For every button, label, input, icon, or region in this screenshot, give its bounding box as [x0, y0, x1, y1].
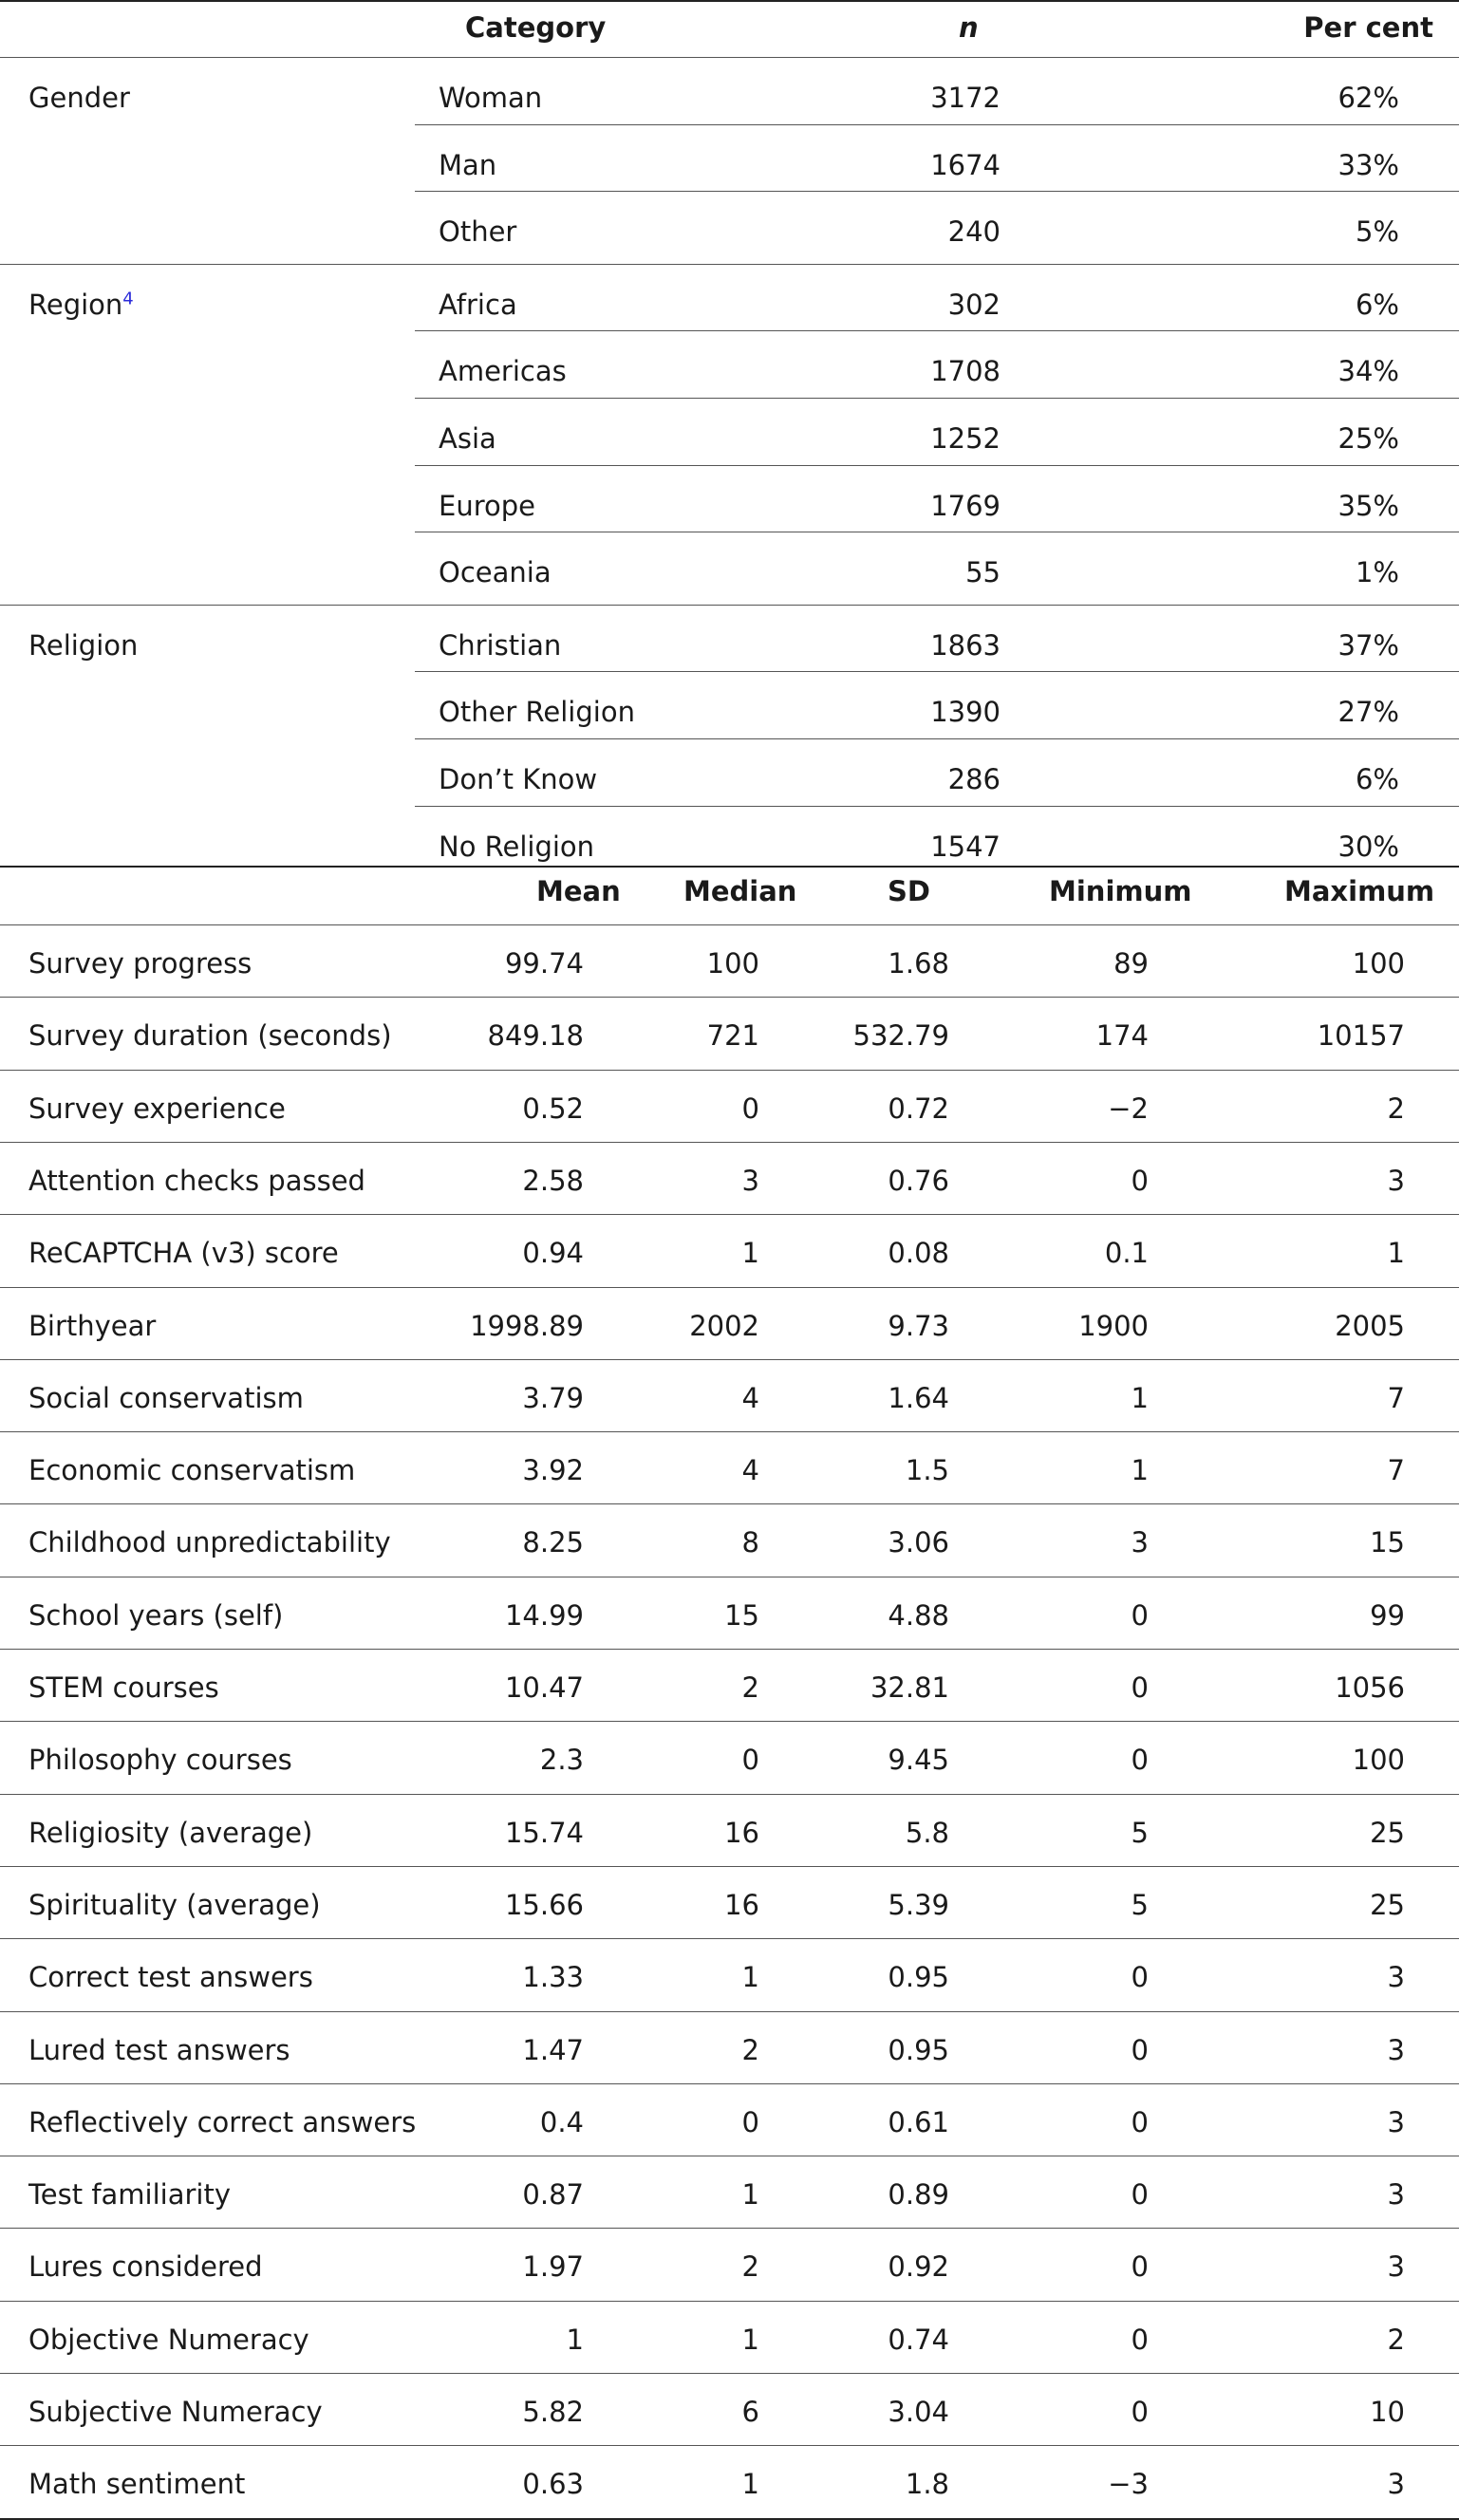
sd-cell: 32.81	[870, 1671, 949, 1704]
sd-cell: 532.79	[852, 1019, 949, 1053]
n-cell: 302	[947, 288, 1001, 321]
maximum-cell: 10	[1370, 2396, 1405, 2428]
mean-cell: 1.33	[522, 1961, 584, 1994]
maximum-cell: 3	[1387, 2105, 1405, 2138]
mean-cell: 1998.89	[470, 1309, 584, 1342]
sd-cell: 0.76	[888, 1164, 949, 1197]
maximum-cell: 7	[1387, 1454, 1405, 1487]
maximum-cell: 1056	[1335, 1671, 1405, 1704]
row-divider	[0, 1794, 1459, 1795]
row-divider	[0, 2083, 1459, 2084]
median-cell: 2002	[689, 1309, 759, 1342]
maximum-cell: 3	[1387, 2178, 1405, 2212]
stat-label: ReCAPTCHA (v3) score	[28, 1237, 339, 1270]
mean-cell: 1.97	[522, 2250, 584, 2284]
sd-cell: 1.64	[888, 1381, 949, 1414]
percent-cell: 1%	[1355, 556, 1399, 589]
sd-cell: 0.95	[888, 2033, 949, 2066]
maximum-cell: 25	[1370, 1816, 1405, 1849]
demographics-table	[0, 0, 1459, 866]
group-label: Region$^4$	[28, 288, 134, 321]
median-cell: 6	[741, 2396, 759, 2428]
row-divider	[415, 806, 1459, 807]
minimum-cell: 0	[1131, 1164, 1149, 1197]
maximum-cell: 2	[1387, 2323, 1405, 2356]
median-cell: 0	[741, 1092, 759, 1125]
row-divider	[415, 330, 1459, 331]
category-cell: Africa	[439, 288, 517, 321]
maximum-cell: 15	[1370, 1526, 1405, 1559]
mean-cell: 3.92	[522, 1454, 584, 1487]
median-cell: 1	[741, 1961, 759, 1994]
median-cell: 4	[741, 1454, 759, 1487]
median-cell: 2	[741, 2250, 759, 2284]
row-divider	[0, 1287, 1459, 1288]
median-cell: 16	[724, 1888, 759, 1921]
sd-cell: 4.88	[888, 1598, 949, 1632]
percent-cell: 62%	[1337, 82, 1399, 114]
category-cell: Americas	[439, 355, 567, 388]
header-median: Median	[683, 875, 797, 907]
minimum-cell: 1	[1131, 1381, 1149, 1414]
row-divider	[415, 191, 1459, 192]
stat-label: Philosophy courses	[28, 1744, 292, 1777]
sd-cell: 9.45	[888, 1744, 949, 1777]
row-divider	[0, 1503, 1459, 1504]
mean-cell: 0.63	[522, 2468, 584, 2501]
category-cell: Don’t Know	[439, 763, 598, 795]
mean-cell: 14.99	[504, 1598, 584, 1632]
stat-label: Birthyear	[28, 1309, 157, 1342]
category-cell: No Religion	[439, 830, 595, 863]
median-cell: 3	[741, 1164, 759, 1197]
sd-cell: 1.8	[905, 2468, 949, 2501]
percent-cell: 30%	[1337, 830, 1399, 863]
median-cell: 2	[741, 2033, 759, 2066]
mean-cell: 0.4	[539, 2105, 584, 2138]
median-cell: 100	[706, 947, 759, 980]
maximum-cell: 3	[1387, 2250, 1405, 2284]
mean-cell: 10.47	[504, 1671, 584, 1704]
stat-label: Objective Numeracy	[28, 2323, 309, 2356]
maximum-cell: 99	[1370, 1598, 1405, 1632]
row-divider	[0, 1142, 1459, 1143]
mean-cell: 2.58	[522, 1164, 584, 1197]
row-divider	[0, 997, 1459, 998]
mean-cell: 0.52	[522, 1092, 584, 1125]
group-label: Religion	[28, 628, 139, 662]
sd-cell: 0.74	[888, 2323, 949, 2356]
median-cell: 1	[741, 2468, 759, 2501]
median-cell: 1	[741, 2178, 759, 2212]
row-divider	[0, 2011, 1459, 2012]
sd-cell: 0.72	[888, 1092, 949, 1125]
minimum-cell: 0	[1131, 2396, 1149, 2428]
stat-label: Childhood unpredictability	[28, 1526, 391, 1559]
header-percent: Per cent	[1303, 11, 1433, 44]
n-cell: 55	[965, 556, 1001, 589]
maximum-cell: 3	[1387, 2468, 1405, 2501]
stat-label: Reflectively correct answers	[28, 2105, 417, 2138]
median-cell: 1	[741, 1237, 759, 1270]
minimum-cell: 0	[1131, 2105, 1149, 2138]
mean-cell: 99.74	[504, 947, 584, 980]
minimum-cell: −2	[1108, 1092, 1149, 1125]
maximum-cell: 2	[1387, 1092, 1405, 1125]
n-cell: 1390	[930, 696, 1001, 729]
row-divider	[415, 398, 1459, 399]
row-divider	[0, 1431, 1459, 1432]
median-cell: 16	[724, 1816, 759, 1849]
percent-cell: 35%	[1337, 489, 1399, 522]
minimum-cell: 1900	[1078, 1309, 1149, 1342]
mean-cell: 0.87	[522, 2178, 584, 2212]
row-divider	[0, 2301, 1459, 2302]
stat-label: Social conservatism	[28, 1381, 304, 1414]
n-cell: 240	[947, 215, 1001, 249]
percent-cell: 34%	[1337, 355, 1399, 388]
maximum-cell: 2005	[1335, 1309, 1405, 1342]
n-cell: 1674	[930, 148, 1001, 181]
maximum-cell: 100	[1352, 947, 1405, 980]
stat-label: Spirituality (average)	[28, 1888, 321, 1921]
mean-cell: 849.18	[487, 1019, 584, 1053]
maximum-cell: 3	[1387, 1164, 1405, 1197]
category-cell: Asia	[439, 422, 496, 455]
minimum-cell: 0.1	[1104, 1237, 1149, 1270]
n-cell: 1863	[930, 628, 1001, 662]
mean-cell: 15.74	[504, 1816, 584, 1849]
footnote-marker: 4	[122, 289, 134, 309]
row-divider	[0, 1721, 1459, 1722]
sd-cell: 3.04	[888, 2396, 949, 2428]
header-maximum: Maximum	[1284, 875, 1435, 907]
percent-cell: 25%	[1337, 422, 1399, 455]
median-cell: 721	[706, 1019, 759, 1053]
sd-cell: 0.61	[888, 2105, 949, 2138]
maximum-cell: 10157	[1317, 1019, 1405, 1053]
minimum-cell: 0	[1131, 1961, 1149, 1994]
stat-label: Lured test answers	[28, 2033, 290, 2066]
median-cell: 0	[741, 2105, 759, 2138]
mean-cell: 1.47	[522, 2033, 584, 2066]
row-divider	[0, 1866, 1459, 1867]
stat-label: Economic conservatism	[28, 1454, 356, 1487]
stat-label: STEM courses	[28, 1671, 219, 1704]
minimum-cell: 1	[1131, 1454, 1149, 1487]
minimum-cell: 0	[1131, 2178, 1149, 2212]
row-divider	[0, 1938, 1459, 1939]
sd-cell: 9.73	[888, 1309, 949, 1342]
stat-label: Subjective Numeracy	[28, 2396, 323, 2428]
mean-cell: 15.66	[504, 1888, 584, 1921]
header-minimum: Minimum	[1049, 875, 1192, 907]
stat-label: Survey progress	[28, 947, 253, 980]
median-cell: 15	[724, 1598, 759, 1632]
row-divider	[0, 605, 1459, 606]
row-divider	[0, 2228, 1459, 2229]
category-cell: Woman	[439, 82, 543, 114]
row-divider	[0, 866, 1459, 868]
median-cell: 1	[741, 2323, 759, 2356]
minimum-cell: 174	[1095, 1019, 1149, 1053]
maximum-cell: 3	[1387, 1961, 1405, 1994]
minimum-cell: 0	[1131, 2250, 1149, 2284]
stat-label: Correct test answers	[28, 1961, 313, 1994]
stat-label: Religiosity (average)	[28, 1816, 313, 1849]
row-divider	[0, 2445, 1459, 2446]
minimum-cell: 0	[1131, 1744, 1149, 1777]
stat-label: Survey experience	[28, 1092, 286, 1125]
row-divider	[0, 2518, 1459, 2520]
row-divider	[0, 57, 1459, 58]
sd-cell: 1.5	[905, 1454, 949, 1487]
category-cell: Oceania	[439, 556, 552, 589]
stat-label: Survey duration (seconds)	[28, 1019, 392, 1053]
n-cell: 1252	[930, 422, 1001, 455]
stat-label: Lures considered	[28, 2250, 263, 2284]
mean-cell: 3.79	[522, 1381, 584, 1414]
sd-cell: 0.08	[888, 1237, 949, 1270]
n-cell: 1708	[930, 355, 1001, 388]
percent-cell: 37%	[1337, 628, 1399, 662]
row-divider	[415, 124, 1459, 125]
n-cell: 1547	[930, 830, 1001, 863]
row-divider	[415, 738, 1459, 739]
sd-cell: 5.39	[888, 1888, 949, 1921]
maximum-cell: 3	[1387, 2033, 1405, 2066]
percent-cell: 5%	[1355, 215, 1399, 249]
sd-cell: 1.68	[888, 947, 949, 980]
category-cell: Man	[439, 148, 497, 181]
header-category: Category	[465, 11, 607, 44]
percent-cell: 6%	[1355, 763, 1399, 795]
maximum-cell: 25	[1370, 1888, 1405, 1921]
percent-cell: 6%	[1355, 288, 1399, 321]
median-cell: 8	[741, 1526, 759, 1559]
maximum-cell: 7	[1387, 1381, 1405, 1414]
sd-cell: 0.95	[888, 1961, 949, 1994]
median-cell: 4	[741, 1381, 759, 1414]
row-divider	[0, 1070, 1459, 1071]
row-divider	[0, 1214, 1459, 1215]
stat-label: Attention checks passed	[28, 1164, 365, 1197]
n-cell: 1769	[930, 489, 1001, 522]
n-cell: 286	[947, 763, 1001, 795]
row-divider	[0, 1359, 1459, 1360]
table-header-row	[0, 0, 1459, 57]
minimum-cell: 0	[1131, 1598, 1149, 1632]
sd-cell: 3.06	[888, 1526, 949, 1559]
header-n: n	[959, 11, 979, 44]
header-sd: SD	[888, 875, 930, 907]
mean-cell: 1	[566, 2323, 584, 2356]
percent-cell: 33%	[1337, 148, 1399, 181]
minimum-cell: 5	[1131, 1888, 1149, 1921]
stat-label: Test familiarity	[28, 2178, 232, 2212]
sd-cell: 0.89	[888, 2178, 949, 2212]
minimum-cell: 0	[1131, 2033, 1149, 2066]
mean-cell: 5.82	[522, 2396, 584, 2428]
row-divider	[0, 2373, 1459, 2374]
mean-cell: 8.25	[522, 1526, 584, 1559]
minimum-cell: 5	[1131, 1816, 1149, 1849]
row-divider	[415, 465, 1459, 466]
median-cell: 0	[741, 1744, 759, 1777]
sd-cell: 0.92	[888, 2250, 949, 2284]
category-cell: Other	[439, 215, 517, 249]
row-divider	[0, 924, 1459, 925]
row-divider	[0, 264, 1459, 265]
percent-cell: 27%	[1337, 696, 1399, 729]
category-cell: Christian	[439, 628, 562, 662]
category-cell: Other Religion	[439, 696, 635, 729]
row-divider	[0, 1649, 1459, 1650]
median-cell: 2	[741, 1671, 759, 1704]
row-divider	[415, 671, 1459, 672]
stat-label: School years (self)	[28, 1598, 284, 1632]
minimum-cell: −3	[1108, 2468, 1149, 2501]
n-cell: 3172	[930, 82, 1001, 114]
group-label: Gender	[28, 82, 130, 114]
minimum-cell: 0	[1131, 1671, 1149, 1704]
stat-label: Math sentiment	[28, 2468, 246, 2501]
category-cell: Europe	[439, 489, 535, 522]
header-mean: Mean	[536, 875, 621, 907]
minimum-cell: 3	[1131, 1526, 1149, 1559]
mean-cell: 2.3	[539, 1744, 584, 1777]
maximum-cell: 1	[1387, 1237, 1405, 1270]
minimum-cell: 89	[1113, 947, 1149, 980]
maximum-cell: 100	[1352, 1744, 1405, 1777]
mean-cell: 0.94	[522, 1237, 584, 1270]
sd-cell: 5.8	[905, 1816, 949, 1849]
minimum-cell: 0	[1131, 2323, 1149, 2356]
